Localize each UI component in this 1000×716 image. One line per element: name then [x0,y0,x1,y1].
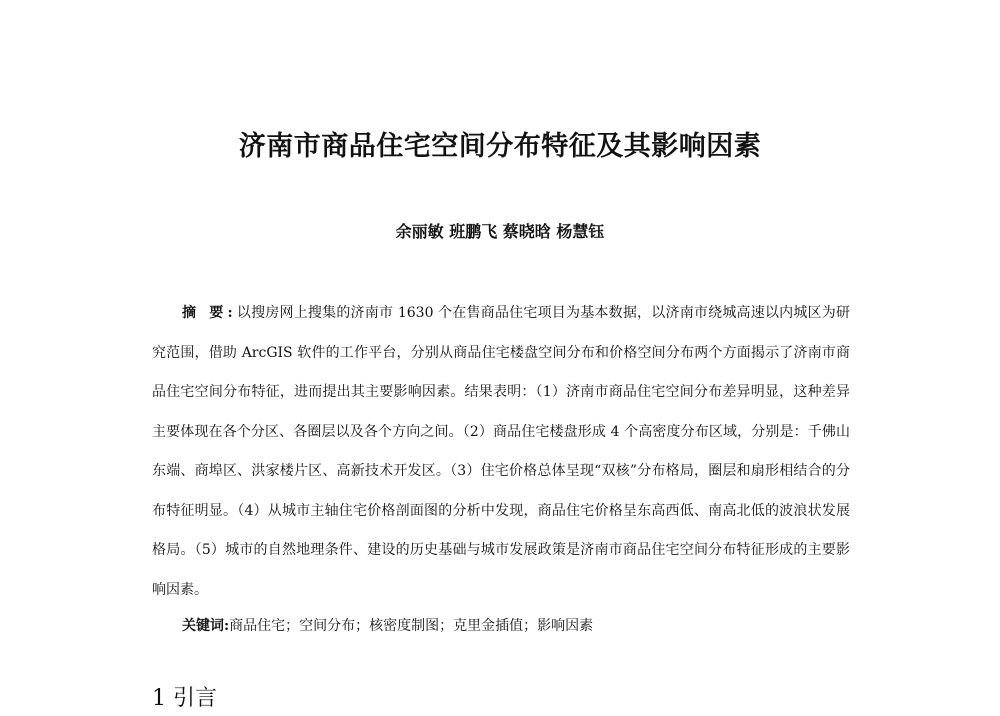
author-list: 余丽敏 班鹏飞 蔡晓晗 杨慧钰 [395,222,605,241]
keywords-text: 商品住宅；空间分布；核密度制图；克里金插值；影响因素 [229,618,594,634]
keywords-label: 关键词: [182,618,230,634]
abstract-paragraph [152,294,850,610]
paper-title: 济南市商品住宅空间分布特征及其影响因素 [238,131,762,162]
section-heading-introduction: 1 引言 [152,686,217,711]
keywords-line [182,610,850,642]
abstract-label: 摘 要: [182,305,237,321]
abstract-text: 以搜房网上搜集的济南市 1630 个在售商品住宅项目为基本数据，以济南市绕城高速以内城区为研究范围，借助 ArcGIS 软件的工作平台，分别从商品住宅楼盘空间分布和价格空间分布两个方面揭示了济南市商品住宅空间分布特征，进而提出其主要影响因素。结果表明：（1）济南市商品住宅空间分布差异明显，这种差异主要体现在各个分区、各圈层以及各个方向之间。（2）商品住宅楼盘形成 4 个高密度分布区域，分别是：千佛山东端、商埠区、洪家楼片区、高新技术开发区。（3）住宅价格总体呈现“双核”分布格局，圈层和扇形相结合的分布特征明显。（4）从城市主轴住宅价格剖面图的分析中发现，商品住宅价格呈东高西低、南高北低的波浪状发展格局。（5）城市的自然地理条件、建设的历史基础与城市发展政策是济南市商品住宅空间分布特征形成的主要影响因素。 [152,305,850,598]
